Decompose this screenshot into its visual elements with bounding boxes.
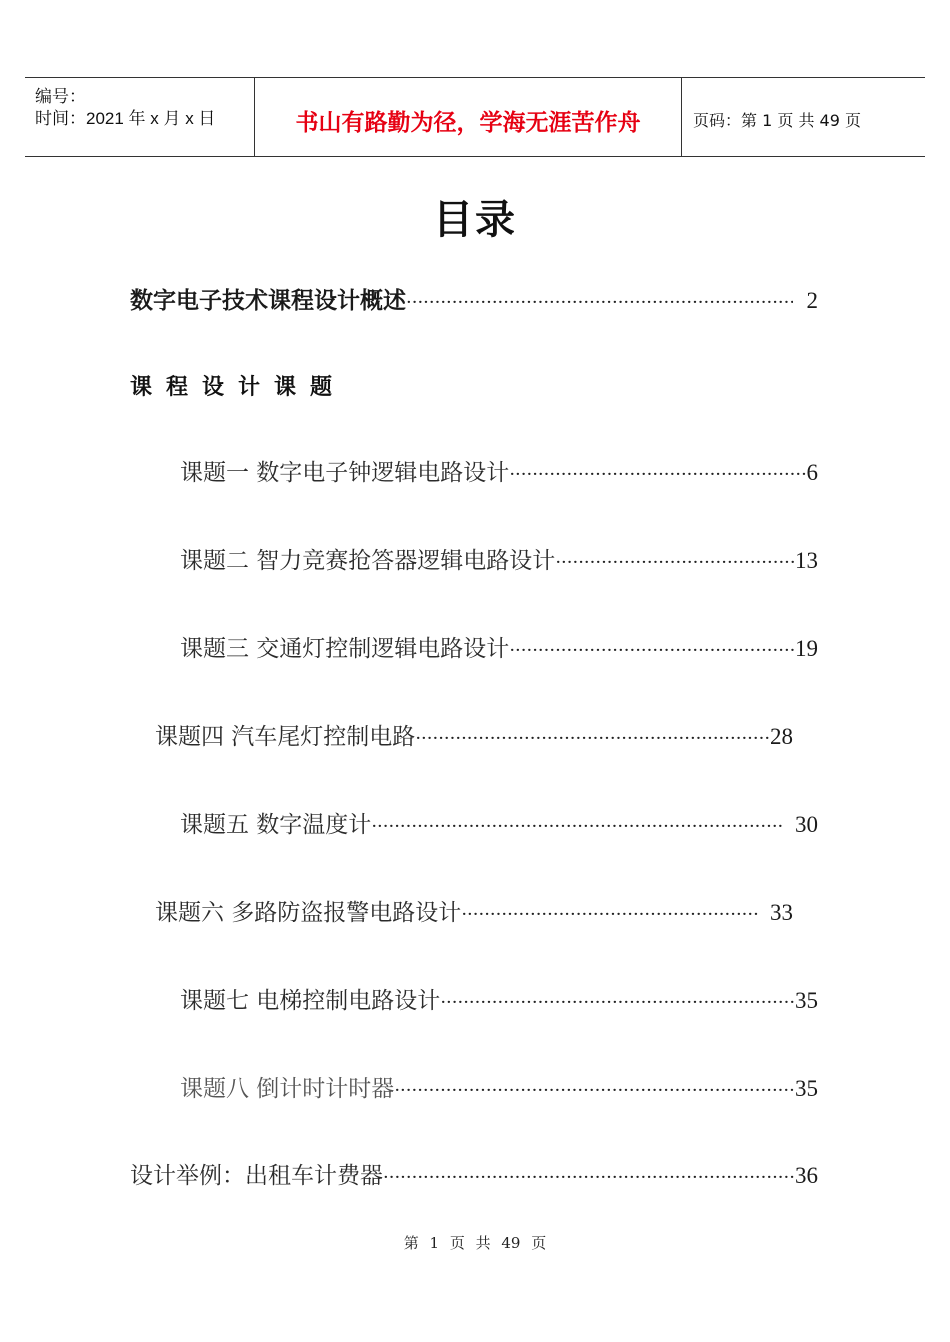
section-heading: 课程设计课题 [130,375,347,400]
page-footer: 第 1 页 共 49 页 [403,1234,547,1252]
toc-page-number: 35 [795,988,818,1013]
toc-entry-topic-6[interactable] [155,894,793,928]
dot-leader [509,464,806,485]
header-info-cell [25,78,254,156]
toc-entry-topic-1[interactable] [180,454,818,488]
dot-leader [440,992,795,1013]
toc-page-number: 6 [806,460,818,485]
toc-page-number: 28 [770,724,793,749]
toc-entry-topic-2[interactable] [180,542,818,576]
header-table [25,77,925,157]
dot-leader [555,552,795,573]
dot-leader [406,292,793,313]
date-label: 时间：2021 年 x 月 x 日 [35,109,216,128]
toc-label: 课题二 智力竞赛抢答器逻辑电路设计 [180,548,556,574]
toc-entry-topic-5[interactable] [180,806,818,840]
toc-label: 课题五 数字温度计 [180,812,372,838]
dot-leader [461,904,758,925]
toc-entry-topic-8[interactable] [180,1070,818,1104]
toc-label: 课题六 多路防盗报警电路设计 [155,900,462,926]
dot-leader [415,728,770,749]
toc-page-number: 33 [770,900,793,925]
header-page-cell [681,78,925,156]
page-title: 目录 [433,197,517,243]
toc-label: 课题七 电梯控制电路设计 [180,988,441,1014]
toc-page-number: 19 [795,636,818,661]
toc-entry-overview[interactable] [130,282,818,316]
dot-leader [383,1167,795,1188]
motto: 书山有路勤为径，学海无涯苦作舟 [295,110,641,136]
toc-label: 课题一 数字电子钟逻辑电路设计 [180,460,510,486]
toc-label: 数字电子技术课程设计概述 [130,288,406,314]
toc-entry-topic-7[interactable] [180,982,818,1016]
dot-leader [509,640,795,661]
toc-label: 课题三 交通灯控制逻辑电路设计 [180,636,510,662]
header-motto-cell [254,78,682,156]
page-info: 页码：第 1 页 共 49 页 [693,111,861,130]
toc-page-number: 35 [795,1076,818,1101]
toc-label: 课题四 汽车尾灯控制电路 [155,724,416,750]
toc-label: 课题八 倒计时计时器 [180,1076,395,1102]
toc-label: 设计举例：出租车计费器 [130,1163,383,1189]
toc-entry-topic-4[interactable] [155,718,793,752]
toc-page-number: 36 [795,1163,818,1188]
toc-page-number: 2 [806,288,818,313]
toc-page-number: 13 [795,548,818,573]
serial-number-label: 编号： [35,87,86,106]
toc-entry-example[interactable] [130,1157,818,1191]
dot-leader [371,816,783,837]
dot-leader [394,1080,795,1101]
toc-page-number: 30 [795,812,818,837]
toc-entry-topic-3[interactable] [180,630,818,664]
